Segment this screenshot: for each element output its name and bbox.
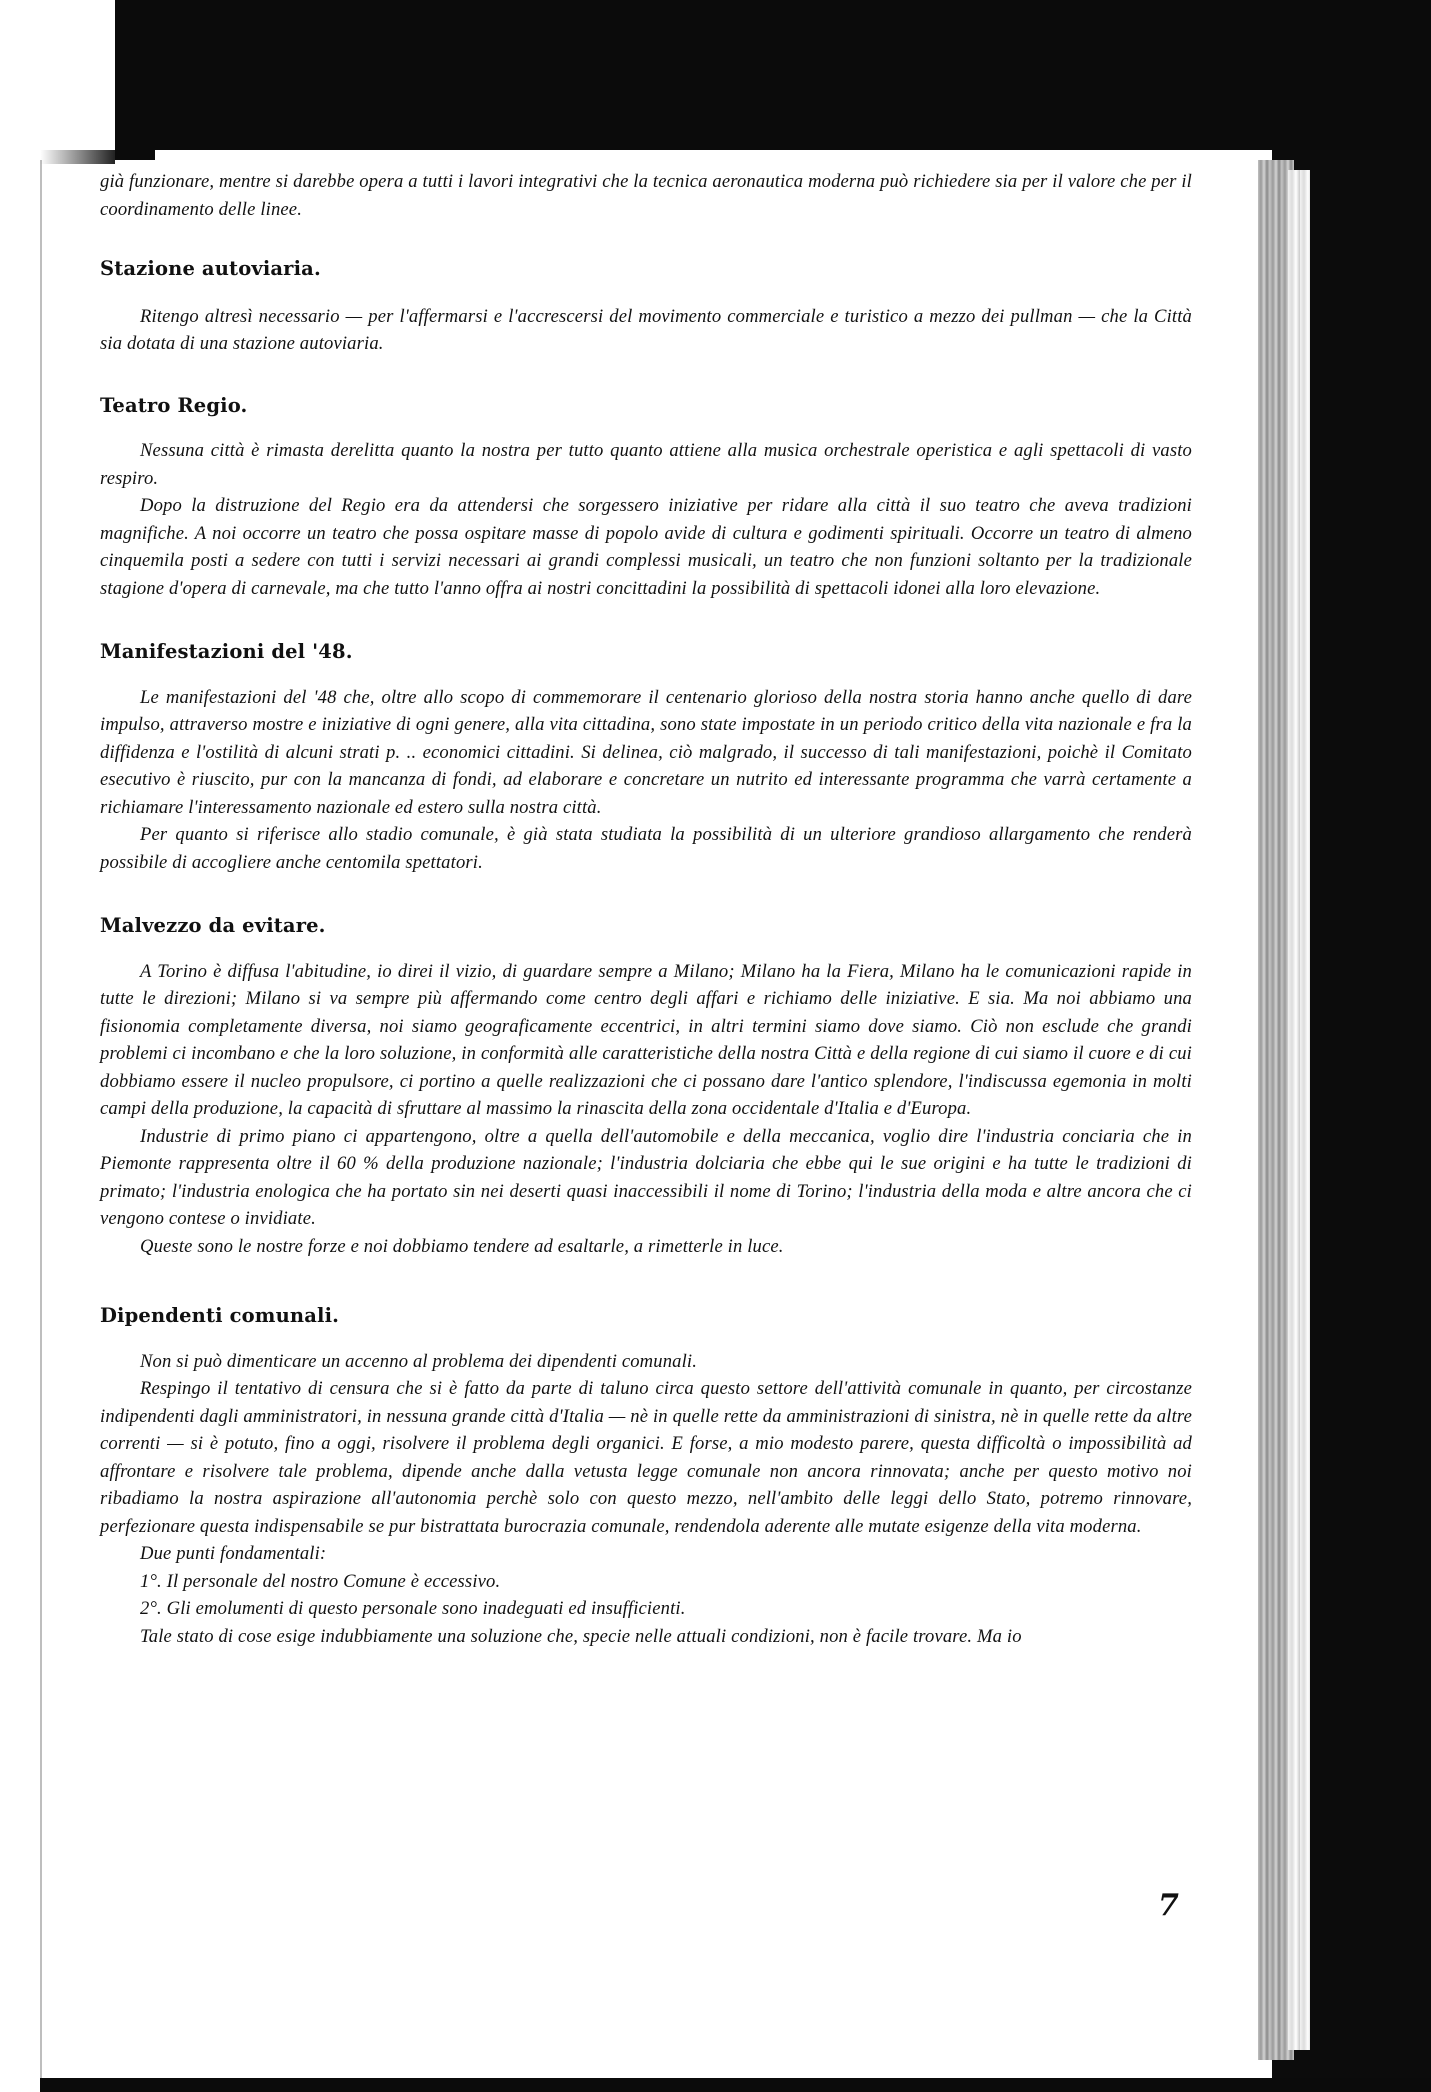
- paragraph-malvezzo-3: Queste sono le nostre forze e noi dobbiamo tendere ad esaltarle, a rimetterle in luce.: [140, 1235, 784, 1257]
- paragraph-dipendenti-point-1: 1°. Il personale del nostro Comune è eccessivo.: [140, 1570, 501, 1592]
- page-edge-highlight: [1288, 170, 1310, 2050]
- section-heading-teatro: Teatro Regio.: [100, 393, 248, 417]
- paragraph-stazione-1: Ritengo altresì necessario — per l'affermarsi e l'accrescersi del movimento commerciale e turistico a mezzo dei pullman — che la Città sia dotata di una stazione autoviaria.: [100, 305, 1192, 354]
- paragraph-malvezzo-2: Industrie di primo piano ci appartengono, oltre a quella dell'automobile e della meccanica, voglio dire l'industria conciaria che in Piemonte rappresenta oltre il 60 % della produzione nazionale; l'industria dolciaria che ebbe qui le sue origini e ha tutte le tradizioni di primato; l'industria enologica che ha portato sin nei deserti quasi inaccessibili il nome di Torino; l'industria della moda e altre ancora che ci vengono contese o invidiate.: [100, 1125, 1192, 1229]
- scan-border-bottom: [40, 2078, 1431, 2092]
- paragraph-dipendenti-3: Due punti fondamentali:: [140, 1543, 327, 1564]
- section-heading-stazione: Stazione autoviaria.: [100, 257, 321, 280]
- paragraph-teatro-2: Dopo la distruzione del Regio era da attendersi che sorgessero iniziative per ridare alla città il suo teatro che aveva tradizioni magnifiche. A noi occorre un teatro che possa ospitare masse di popolo avide di cultura e godimenti spirituali. Occorre un teatro di almeno cinquemila posti a sedere con tutti i servizi necessari ai grandi complessi musicali, un teatro che non funzioni soltanto per la tradizionale stagione d'opera di carnevale, ma che tutto l'anno offra ai nostri concittadini la possibilità di spettacoli idonei alla loro elevazione.: [100, 495, 1192, 599]
- paragraph-manifestazioni-2: Per quanto si riferisce allo stadio comunale, è già stata studiata la possibilità di un ulteriore grandioso allargamento che renderà possibile di accogliere anche centomila spettatori.: [100, 824, 1192, 873]
- scan-border-top: [115, 0, 1431, 150]
- paragraph-dipendenti-point-2: 2°. Gli emolumenti di questo personale sono inadeguati ed insufficienti.: [140, 1598, 686, 1619]
- page-body: [100, 168, 1192, 1650]
- scan-border-left: [40, 160, 42, 2078]
- paragraph-dipendenti-4: Tale stato di cose esige indubbiamente una soluzione che, specie nelle attuali condizioni, non è facile trovare. Ma io: [140, 1625, 1022, 1647]
- paragraph-manifestazioni-1: Le manifestazioni del '48 che, oltre allo scopo di commemorare il centenario glorioso della nostra storia hanno anche quello di dare impulso, attraverso mostre e iniziative di ogni genere, alla vita cittadina, sono state impostate in un periodo critico della vita nazionale e fra la diffidenza e l'ostilità di alcuni strati p. .. economici cittadini. Si delinea, ciò malgrado, il successo di tali manifestazioni, poichè il Comitato esecutivo è riuscito, pur con la mancanza di fondi, ad elaborare e concretare un nutrito ed interessante programma che varrà certamente a richiamare l'interessamento nazionale ed estero sulla nostra città.: [100, 686, 1192, 818]
- paragraph-dipendenti-2: Respingo il tentativo di censura che si è fatto da parte di taluno circa questo settore dell'attività comunale in quanto, per circostanze indipendenti dagli amministratori, in nessuna grande città d'Italia — nè in quelle rette da amministrazioni di sinistra, nè in quelle rette da altre correnti — si è potuto, fino a oggi, risolvere il problema degli organici. E forse, a mio modesto parere, questa difficoltà o impossibilità ad affrontare e risolvere tale problema, dipende anche dalla vetusta legge comunale non ancora rinnovata; anche per questo motivo noi ribadiamo la nostra aspirazione all'autonomia perchè solo con questo mezzo, nell'ambito delle leggi dello Stato, potremo rinnovare, perfezionare questa indispensabile se pur bistrattata burocrazia comunale, rendendola aderente alle mutate esigenze della vita moderna.: [100, 1378, 1192, 1537]
- page-number: 7: [1158, 1888, 1179, 1923]
- paragraph-malvezzo-1: A Torino è diffusa l'abitudine, io direi il vizio, di guardare sempre a Milano; Milano ha la Fiera, Milano ha le comunicazioni rapide in tutte le direzioni; Milano si va sempre più affermando come centro degli affari e richiamo delle iniziative. E sia. Ma noi abbiamo una fisionomia completamente diversa, noi siamo geograficamente eccentrici, in altri termini siamo dove siamo. Ciò non esclude che grandi problemi ci incombano e che la loro soluzione, in conformità alle caratteristiche della nostra Città e della regione di cui siamo il cuore e di cui dobbiamo essere il nucleo propulsore, ci portino a quelle realizzazioni che ci possano dare l'antico splendore, l'indiscussa egemonia in molti campi della produzione, la capacità di sfruttare al massimo la rinascita della zona occidentale d'Italia e d'Europa.: [100, 960, 1192, 1119]
- paragraph-teatro-1: Nessuna città è rimasta derelitta quanto la nostra per tutto quanto attiene alla musica orchestrale operistica e agli spettacoli di vasto respiro.: [100, 440, 1192, 489]
- scan-border-notch: [115, 120, 155, 160]
- scan-border-shadow: [40, 150, 115, 164]
- section-heading-malvezzo: Malvezzo da evitare.: [100, 914, 326, 937]
- paragraph-dipendenti-1: Non si può dimenticare un accenno al problema dei dipendenti comunali.: [140, 1350, 698, 1372]
- section-heading-manifestazioni: Manifestazioni del '48.: [100, 640, 353, 663]
- intro-paragraph: già funzionare, mentre si darebbe opera a tutti i lavori integrativi che la tecnica aeronautica moderna può richiedere sia per il valore che per il coordinamento delle linee.: [100, 171, 1192, 220]
- section-heading-dipendenti: Dipendenti comunali.: [100, 1304, 340, 1327]
